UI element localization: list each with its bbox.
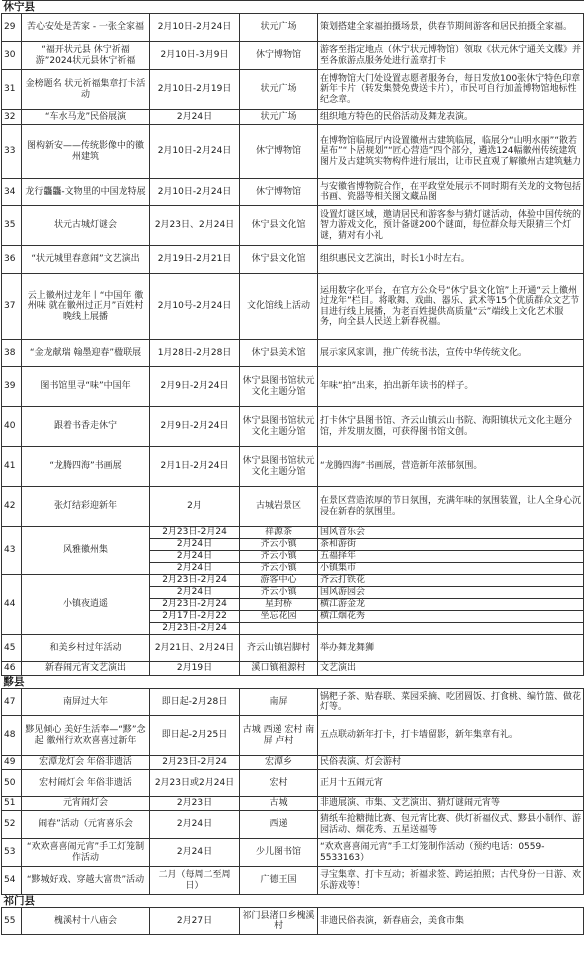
- event-description: 举办舞龙舞狮: [318, 635, 584, 662]
- section-header: 黟县: [2, 676, 584, 689]
- event-place: 齐云小镇: [240, 539, 318, 551]
- event-name: 宏村闹灯会 年俗非遗活: [22, 770, 150, 797]
- event-place: 古城 西递 宏村 南屏 卢村: [240, 716, 318, 756]
- event-number: 37: [2, 274, 22, 340]
- event-description: 非遗展演、市集、文艺演出、猜灯谜闹元宵等: [318, 797, 584, 811]
- event-time: 即日起-2月28日: [150, 689, 240, 716]
- event-time: 2月10日-3月9日: [150, 42, 240, 70]
- event-description: 五点联动新年打卡，打卡墙留影，新年集章有礼。: [318, 716, 584, 756]
- event-number: 48: [2, 716, 22, 756]
- table-row: [2, 110, 584, 125]
- event-place: 坐忘花园: [240, 611, 318, 623]
- section-header: 祁门县: [2, 895, 584, 908]
- event-description: 策划搭建全家福拍摄场景，供春节期间游客和居民拍摄全家福。: [318, 14, 584, 42]
- event-place: 广德王国: [240, 867, 318, 895]
- event-number: 54: [2, 867, 22, 895]
- event-number: 33: [2, 125, 22, 179]
- event-description: “龙腾四海”书画展，营造新年浓郁氛围。: [318, 447, 584, 487]
- event-time: 2月23日或2月24日: [150, 770, 240, 797]
- event-description: 茶和游街: [318, 539, 584, 551]
- event-time: 2月10日-2月19日: [150, 70, 240, 110]
- table-row: [2, 689, 584, 716]
- event-time: 2月24日: [150, 587, 240, 599]
- event-description: 组织惠民文艺演出，时长1小时左右。: [318, 246, 584, 274]
- event-number: 31: [2, 70, 22, 110]
- event-place: 齐云山镇岩脚村: [240, 635, 318, 662]
- event-time: 2月23日: [150, 797, 240, 811]
- event-description: 展示家风家训，推广传统书法，宣传中华传统文化。: [318, 340, 584, 367]
- table-row: [2, 770, 584, 797]
- table-row: [2, 839, 584, 867]
- event-place: 少儿图书馆: [240, 839, 318, 867]
- event-description: 运用数字化平台，在官方公众号“休宁县文化馆”上开通“云上徽州过龙年”栏目。将歌舞、戏曲、器乐、武术等15个优质群众文艺节目进行线上展播，为老百姓提供高质量“云”端线上文化艺术服务，向全县人民送上新春祝福。: [318, 274, 584, 340]
- event-number: 34: [2, 179, 22, 206]
- event-name: 元宵闹灯会: [22, 797, 150, 811]
- table-row: [2, 42, 584, 70]
- event-description: 打卡休宁县图书馆、齐云山镇云山书院、海阳镇状元文化主题分馆，并发朋友圈，可获得图书馆文创。: [318, 407, 584, 447]
- event-name: “欢欢喜喜闹元宵”手工灯笼制作活动: [22, 839, 150, 867]
- event-number: 41: [2, 447, 22, 487]
- table-row: [2, 179, 584, 206]
- event-number: 51: [2, 797, 22, 811]
- event-place: 古城岩景区: [240, 487, 318, 527]
- event-place: 休宁县美术馆: [240, 340, 318, 367]
- event-description: 猜纸车抢糖抛比赛、包元宵比赛、供灯祈福仪式、黟县小制作、游园活动、烟花秀、五星送福等: [318, 811, 584, 839]
- event-description: 民俗表演、灯会游村: [318, 756, 584, 770]
- event-name: 跟着书香走休宁: [22, 407, 150, 447]
- event-description: 非遗民俗表演，新春庙会，美食市集: [318, 908, 584, 935]
- event-number: 55: [2, 908, 22, 935]
- event-place: 休宁县图书馆状元文化主题分馆: [240, 367, 318, 407]
- event-place: 宏潭乡: [240, 756, 318, 770]
- event-time: 2月9日-2月24日: [150, 367, 240, 407]
- event-time: 2月21日、2月24日: [150, 635, 240, 662]
- event-place: 西递: [240, 811, 318, 839]
- event-place: 齐云小镇: [240, 587, 318, 599]
- section-header: 休宁县: [2, 1, 584, 14]
- event-place: 星封桥: [240, 599, 318, 611]
- event-name: 金榜题名 状元祈福集章打卡活动: [22, 70, 150, 110]
- event-time: 2月27日: [150, 908, 240, 935]
- event-number: 38: [2, 340, 22, 367]
- event-time: 二月（每周二至周日）: [150, 867, 240, 895]
- table-row: [2, 274, 584, 340]
- event-time: 2月24日: [150, 839, 240, 867]
- table-row: [2, 716, 584, 756]
- event-description: 齐云打铁花: [318, 575, 584, 587]
- event-number: 39: [2, 367, 22, 407]
- table-row: [2, 527, 584, 539]
- event-number: 52: [2, 811, 22, 839]
- event-description: 年味“拍”出来，拍出新年读书的样子。: [318, 367, 584, 407]
- event-description: [318, 623, 584, 635]
- event-place: 文化馆线上活动: [240, 274, 318, 340]
- event-place: 宏村: [240, 770, 318, 797]
- event-time: 2月10日-2月24日: [150, 179, 240, 206]
- event-description: 游客至指定地点（休宁状元博物馆）领取《状元休宁通关文牒》并至各旅游点服务处进行盖章打卡: [318, 42, 584, 70]
- event-place: 祥源茶: [240, 527, 318, 539]
- event-description: 在博物馆临展厅内设置徽州古建筑临展，临展分“山明水丽”“散若星布”“卜居规划”“匠心营造”四个部分，遴选124幅徽州传统建筑图片及古建筑实物构件进行展出，让市民直观了解徽州古建筑魅力: [318, 125, 584, 179]
- table-row: [2, 487, 584, 527]
- table-row: [2, 635, 584, 662]
- event-number: 42: [2, 487, 22, 527]
- table-row: [2, 797, 584, 811]
- event-description: 寻宝集章、打卡互动；祈福求签、跨运拍照；古代身份一日游、欢乐游戏等！: [318, 867, 584, 895]
- event-description: 小镇集市: [318, 563, 584, 575]
- table-row: [2, 575, 584, 587]
- event-name: “状元城里春意闹”文艺演出: [22, 246, 150, 274]
- event-description: 正月十五闹元宵: [318, 770, 584, 797]
- event-description: 国风游园会: [318, 587, 584, 599]
- event-name: 张灯结彩迎新年: [22, 487, 150, 527]
- event-time: 即日起-2月25日: [150, 716, 240, 756]
- event-number: 43: [2, 527, 22, 575]
- event-description: 横江游金龙: [318, 599, 584, 611]
- event-time: 2月19日-2月21日: [150, 246, 240, 274]
- table-row: [2, 70, 584, 110]
- table-row: [2, 14, 584, 42]
- event-place: 状元广场: [240, 14, 318, 42]
- event-name: 图书馆里寻“味”中国年: [22, 367, 150, 407]
- event-number: 49: [2, 756, 22, 770]
- event-place: [240, 623, 318, 635]
- event-place: 齐云小镇: [240, 551, 318, 563]
- event-description: 锅粑子茶、贴春联、菜园采摘、吃团圆饭、打食桃、编竹篮、做花灯等。: [318, 689, 584, 716]
- table-row: [2, 246, 584, 274]
- event-name: 图构新安——传统影像中的徽州建筑: [22, 125, 150, 179]
- event-time: 2月9日-2月24日: [150, 407, 240, 447]
- event-place: 休宁博物馆: [240, 125, 318, 179]
- event-time: 2月24日: [150, 110, 240, 125]
- table-row: [2, 662, 584, 676]
- event-time: 2月10号-2月24日: [150, 274, 240, 340]
- event-time: 2月24日: [150, 563, 240, 575]
- event-number: 36: [2, 246, 22, 274]
- event-number: 47: [2, 689, 22, 716]
- event-name: 槐溪村十八庙会: [22, 908, 150, 935]
- event-name: “金龙献瑞 翰墨迎春”楹联展: [22, 340, 150, 367]
- event-time: 2月24日: [150, 811, 240, 839]
- event-time: 2月19日: [150, 662, 240, 676]
- event-place: 状元广场: [240, 70, 318, 110]
- table-row: [2, 867, 584, 895]
- event-time: 2月: [150, 487, 240, 527]
- event-name: 宏潭龙灯会 年俗非遗活: [22, 756, 150, 770]
- table-row: [2, 206, 584, 246]
- event-number: 30: [2, 42, 22, 70]
- event-time: 2月23日-2月24: [150, 599, 240, 611]
- event-time: 1月28日-2月28日: [150, 340, 240, 367]
- event-number: 53: [2, 839, 22, 867]
- event-time: 2月24日: [150, 551, 240, 563]
- event-time: 2月1日-2月24日: [150, 447, 240, 487]
- event-description: 在景区营造浓厚的节日氛围，充满年味的氛围装置，让人全身心沉浸在新春的氛围里。: [318, 487, 584, 527]
- event-description: “欢欢喜喜闹元宵”手工灯笼制作活动（预约电话：0559-5533163）: [318, 839, 584, 867]
- event-time: 2月23日-2月24: [150, 623, 240, 635]
- event-place: 状元广场: [240, 110, 318, 125]
- event-name: 云上徽州过龙年丨“中国年 徽州味 就在徽州过正月”百姓村晚线上展播: [22, 274, 150, 340]
- event-name: “福开状元县 休宁祈福游”2024状元县休宁祈福: [22, 42, 150, 70]
- event-name: 状元古城灯谜会: [22, 206, 150, 246]
- event-name: 闹春”活动（元宵喜乐会: [22, 811, 150, 839]
- event-number: 46: [2, 662, 22, 676]
- event-name: 南屏过大年: [22, 689, 150, 716]
- event-description: 五福择年: [318, 551, 584, 563]
- event-place: 溪口镇祖源村: [240, 662, 318, 676]
- event-name: 风雅徽州集: [22, 527, 150, 575]
- event-description: 设置灯谜区域，邀请居民和游客参与猜灯谜活动，体验中国传统的智力游戏文化，预计备谜200个谜面，每位群众每天限猜三个灯谜，猜对有小礼: [318, 206, 584, 246]
- event-number: 45: [2, 635, 22, 662]
- event-name: “车水马龙”民俗展演: [22, 110, 150, 125]
- event-place: 游客中心: [240, 575, 318, 587]
- event-time: 2月23日-2月24: [150, 756, 240, 770]
- event-time: 2月17日-2月22: [150, 611, 240, 623]
- event-number: 40: [2, 407, 22, 447]
- table-row: [2, 340, 584, 367]
- event-description: 在博物馆大门处设置志愿者服务台，每日发放100张休宁特色印章新年卡片（转发集赞免费送卡片），市民可自行加盖博物馆地标性纪念章。: [318, 70, 584, 110]
- event-place: 休宁县文化馆: [240, 246, 318, 274]
- table-row: [2, 367, 584, 407]
- event-time: 2月10日-2月24日: [150, 14, 240, 42]
- event-place: 齐云小镇: [240, 563, 318, 575]
- table-row: [2, 811, 584, 839]
- event-time: 2月10日-2月24日: [150, 125, 240, 179]
- event-time: 2月23日-2月24: [150, 575, 240, 587]
- event-place: 休宁博物馆: [240, 42, 318, 70]
- event-place: 休宁县图书馆状元文化主题分馆: [240, 447, 318, 487]
- event-time: 2月23日-2月24: [150, 527, 240, 539]
- event-number: 50: [2, 770, 22, 797]
- event-name: “龙腾四海”书画展: [22, 447, 150, 487]
- table-row: [2, 407, 584, 447]
- event-time: 2月23日、2月24日: [150, 206, 240, 246]
- event-place: 古城: [240, 797, 318, 811]
- event-description: 与安徽省博物院合作，在平政堂处展示不同时期有关龙的文物包括书画、瓷器等相关图文藏品图: [318, 179, 584, 206]
- event-name: 黟见倾心 美好生活奉—“黟”念起 徽州行欢欢喜喜过新年: [22, 716, 150, 756]
- event-description: 横江烟花秀: [318, 611, 584, 623]
- table-row: [2, 756, 584, 770]
- event-number: 35: [2, 206, 22, 246]
- event-name: 和美乡村过年活动: [22, 635, 150, 662]
- event-place: 南屏: [240, 689, 318, 716]
- event-number: 32: [2, 110, 22, 125]
- event-description: 文艺演出: [318, 662, 584, 676]
- event-number: 29: [2, 14, 22, 42]
- table-row: [2, 908, 584, 935]
- table-row: [2, 447, 584, 487]
- event-name: 新春闹元宵文艺演出: [22, 662, 150, 676]
- event-number: 44: [2, 575, 22, 635]
- event-name: 小镇夜逍遥: [22, 575, 150, 635]
- event-schedule-table: [1, 0, 584, 935]
- event-description: 国风音乐会: [318, 527, 584, 539]
- event-place: 休宁县图书馆状元文化主题分馆: [240, 407, 318, 447]
- event-place: 休宁博物馆: [240, 179, 318, 206]
- event-name: “黟城好戏、穿越大富贵”活动: [22, 867, 150, 895]
- event-description: 组织地方特色的民俗活动及舞龙表演。: [318, 110, 584, 125]
- event-name: 龙行龘龘-文物里的中国龙特展: [22, 179, 150, 206]
- event-time: 2月24日: [150, 539, 240, 551]
- event-place: 休宁县文化馆: [240, 206, 318, 246]
- table-row: [2, 125, 584, 179]
- event-place: 祁门县渚口乡槐溪村: [240, 908, 318, 935]
- event-name: 苦心安处是苦家 - 一张全家福: [22, 14, 150, 42]
